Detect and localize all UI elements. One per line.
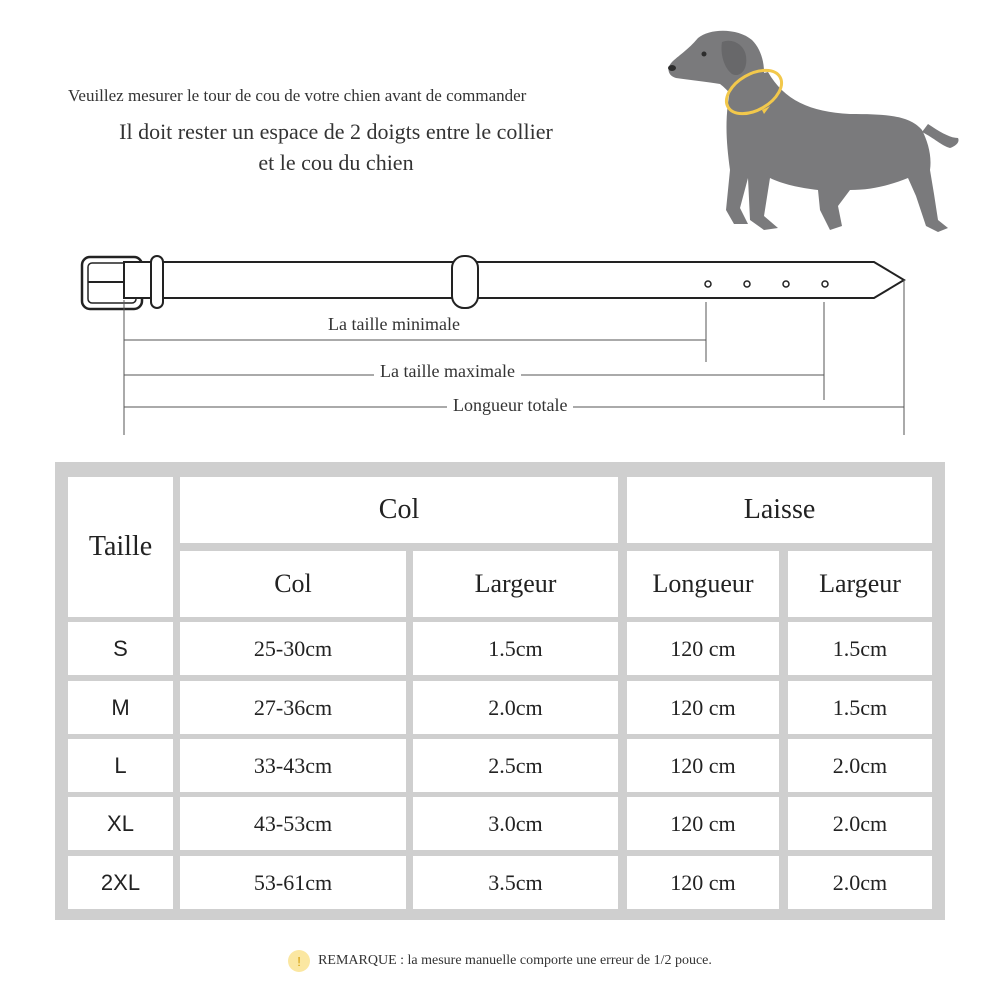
row-leash-width: 2.0cm xyxy=(788,797,932,850)
row-leash-length: 120 cm xyxy=(627,739,779,792)
row-collar-neck: 43-53cm xyxy=(180,797,406,850)
row-size: S xyxy=(68,622,173,675)
row-leash-width: 2.0cm xyxy=(788,739,932,792)
row-leash-width: 1.5cm xyxy=(788,622,932,675)
row-collar-neck: 27-36cm xyxy=(180,681,406,734)
leash-width-subheader: Largeur xyxy=(788,551,932,617)
row-collar-width: 2.0cm xyxy=(413,681,618,734)
row-size: 2XL xyxy=(68,856,173,909)
row-size: L xyxy=(68,739,173,792)
measure-instruction: Veuillez mesurer le tour de cou de votre chien avant de commander xyxy=(68,86,527,105)
row-size: XL xyxy=(68,797,173,850)
leash-length-subheader: Longueur xyxy=(627,551,779,617)
row-leash-width: 1.5cm xyxy=(788,681,932,734)
row-collar-neck: 25-30cm xyxy=(180,622,406,675)
row-collar-width: 2.5cm xyxy=(413,739,618,792)
row-collar-neck: 53-61cm xyxy=(180,856,406,909)
row-leash-width: 2.0cm xyxy=(788,856,932,909)
row-collar-width: 1.5cm xyxy=(413,622,618,675)
spacing-instruction-line2: et le cou du chien xyxy=(258,150,414,175)
row-collar-neck: 33-43cm xyxy=(180,739,406,792)
max-size-label: La taille maximale xyxy=(374,361,521,382)
leash-header: Laisse xyxy=(627,477,932,543)
collar-header: Col xyxy=(180,477,618,543)
size-table xyxy=(55,462,945,920)
size-header: Taille xyxy=(68,477,173,617)
min-size-label: La taille minimale xyxy=(322,314,466,335)
collar-width-subheader: Largeur xyxy=(413,551,618,617)
total-length-label: Longueur totale xyxy=(447,395,573,416)
row-size: M xyxy=(68,681,173,734)
spacing-instruction xyxy=(60,116,612,178)
dog-illustration xyxy=(660,20,960,242)
note-text: REMARQUE : la mesure manuelle comporte une erreur de 1/2 pouce. xyxy=(318,953,712,968)
warning-icon: ! xyxy=(288,950,310,972)
spacing-instruction-line1: Il doit rester un espace de 2 doigts entre le collier xyxy=(119,119,553,144)
measurement-note xyxy=(0,950,1000,972)
row-leash-length: 120 cm xyxy=(627,622,779,675)
row-leash-length: 120 cm xyxy=(627,681,779,734)
row-collar-width: 3.0cm xyxy=(413,797,618,850)
row-leash-length: 120 cm xyxy=(627,856,779,909)
row-leash-length: 120 cm xyxy=(627,797,779,850)
collar-neck-subheader: Col xyxy=(180,551,406,617)
row-collar-width: 3.5cm xyxy=(413,856,618,909)
